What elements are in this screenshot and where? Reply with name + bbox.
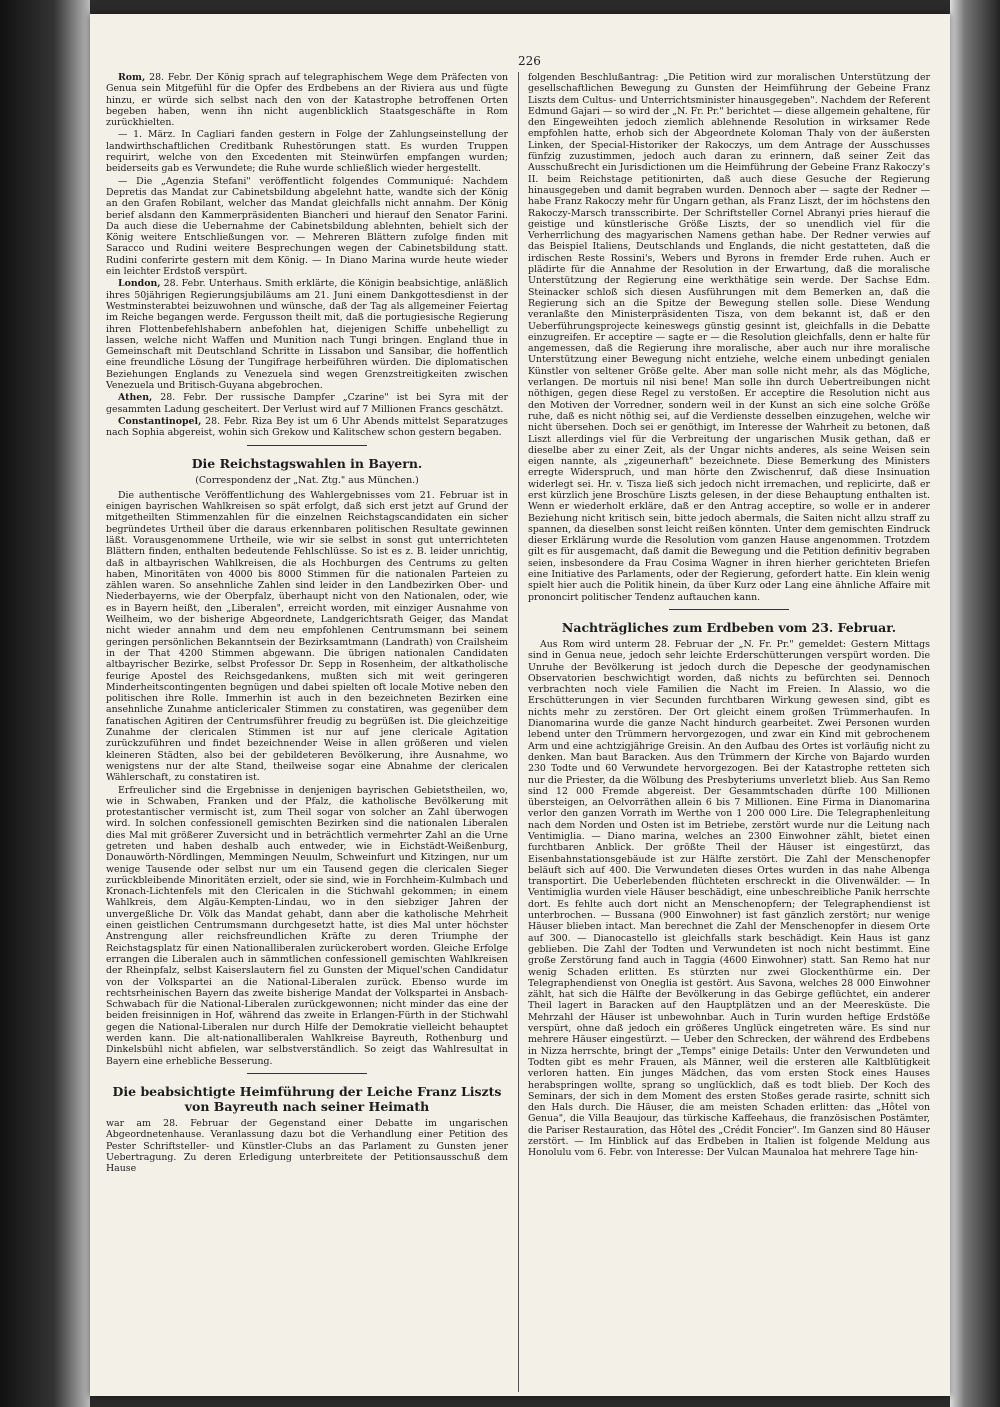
article-paragraph: Erfreulicher sind die Ergebnisse in denjenigen bayrischen Gebietstheilen, wo, wie in Schwaben, Franken und der Pfalz, die katholische Bevölkerung mit protestantischer vermischt ist, zum Theil sogar von solcher an Zahl überwogen wird. In solchen confessionell gemischten Bezirken sind die nationalen Liberalen dies Mal mit größerer Zuversicht und in beträchtlich vermehrter Zahl an die Urne getreten und haben deshalb auch entweder, wie in Eichstädt-Weißenburg, Donauwörth-Nördlingen, Memmingen Neuulm, Schweinfurt und Kitzingen, nur um wenige Tausende oder selbst nur um ein Tausend gegen die clericalen Sieger zurückbleibende Minoritäten erzielt, oder sie sind, wie in Forchheim-Kulmbach und Kronach-Lichtenfels mit den Clericalen in die Stichwahl gekommen; in einem Wahlkreis, dem Algäu-Kempten-Lindau, wo in den siebziger Jahren der unvergeßliche Dr. Völk das Mandat gehabt, dann aber die katholische Mehrheit einen geistlichen Centrumsmann durchgesetzt hatte, ist dies Mal unter höchster Anstrengung aller reichsfreundlichen Kräfte zu deren Triumphe der Reichstagsplatz für einen Nationalliberalen zurückerobert worden. Gleiche Erfolge errangen die Liberalen auch in sämmtlichen confessionell gemischten Wahlkreisen der Rheinpfalz, selbst Kaiserslautern fiel zu Gunsten der Miquel'schen Candidatur von der Volkspartei an die National-Liberalen zurück. Ebenso wurde im rechtsrheinischen Bayern das zweite bisherige Mandat der Volkspartei in Ansbach-Schwabach für die National-Liberalen zurückgewonnen; nicht minder das eine der beiden freisinnigen in Hof, während das zweite in Erlangen-Fürth in der Stichwahl gegen die National-Liberalen nur durch Hilfe der Demokratie vielleicht behauptet werden kann. Die alt-nationalliberalen Wahlkreise Bayreuth, Rothenburg und Dinkelsbühl nicht abfielen, war selbstverständlich. So zeigt das Wahlresultat in Bayern eine erhebliche Besserung. bbox=[106, 784, 508, 1067]
news-item: — Die „Agenzia Stefani" veröffentlicht folgendes Communiqué: Nachdem Depretis das Mandat zur Cabinetsbildung abgelehnt hatte, wandte sich der König an den Grafen Robilant, welcher das Mandat gleichfalls nicht annahm. Der König berief alsdann den Kammerpräsidenten Biancheri und hierauf den Senator Farini. Da auch diese die Uebernahme der Cabinetsbildung ablehnten, behielt sich der König weitere Entschließungen vor. — Mehreren Blättern zufolge finden mit Saracco und Rudini weitere Besprechungen wegen der Cabinetsbildung statt. Rudini conferirte gestern mit dem König. — In Diano Marina wurde heute wieder ein leichter Erdstoß verspürt. bbox=[106, 175, 508, 278]
news-item: Rom, 28. Febr. Der König sprach auf telegraphischem Wege dem Präfecten von Genua sein Mitgefühl für die Opfer des Erdbebens an der Riviera aus und fügte hinzu, er würde sich selbst nach den von der Katastrophe betroffenen Orten begeben haben, wenn ihn nicht augenblicklich Staatsgeschäfte in Rom zurückhielten. bbox=[106, 72, 508, 129]
article-subtitle: (Correspondenz der „Nat. Ztg." aus München.) bbox=[195, 474, 419, 486]
news-item: — 1. März. In Cagliari fanden gestern in Folge der Zahlungseinstellung der landwirthschaftlichen Creditbank Ruhestörungen statt. Es wurden Truppen requirirt, welche von den Excedenten mit Steinwürfen empfangen wurden; beiderseits gab es Verwundete; die Ruhe wurde schließlich wieder hergestellt. bbox=[106, 129, 508, 175]
scan-right-edge bbox=[950, 0, 1000, 1407]
column-divider bbox=[518, 72, 519, 1392]
left-column bbox=[106, 72, 508, 1175]
article-title: Nachträgliches zum Erdbeben vom 23. Februar. bbox=[561, 619, 897, 635]
article-title: Die beabsichtigte Heimführung der Leiche Franz Liszts von Bayreuth nach seiner Heimath bbox=[112, 1083, 502, 1114]
article-paragraph: folgenden Beschlußantrag: „Die Petition wird zur moralischen Unterstützung der gesellschaftlichen Bewegung zu Gunsten der Heimführung der Gebeine Franz Liszts dem Cultus- und Unterrichtsminister hinausgegeben". Nachdem der Referent Edmund Gajari — so wird der „N. Fr. Pr." berichtet — diese allgemein gehaltene, für den Eingeweihten jedoch ziemlich ablehnende Resolution in wirksamer Rede empfohlen hatte, erhob sich der Abgeordnete Koloman Thaly von der äußersten Linken, der Special-Historiker der Rakoczys, um dem Antrage der Ausschusses fünfzig zuzustimmen, jedoch auch daran zu erinnern, daß seiner Zeit das Ausschußrecht ein Jurisdictionen um die Heimführung der Gebeine Franz Rakoczy's II. beim Reichstage petitionirten, daß auch diese Gesuche der Regierung hinausgegeben und damit begraben wurden. Dennoch aber — sagte der Redner — habe Franz Rakoczy mehr für Ungarn gethan, als Franz Liszt, der im höchstens den Rakoczy-Marsch transscribirte. Der Schriftsteller Cornel Abranyi pries hierauf die geistige und künstlerische Größe Liszts, der so unendlich viel für die Verherrlichung des magyarischen Namens gethan habe. Der Redner verwies auf das Beispiel Italiens, Deutschlands und Englands, die nicht gestatteten, daß die irdischen Reste Rossini's, Webers und Byrons in fremder Erde ruhen. Auch er plädirte für die Annahme der Resolution in der Erwartung, daß die moralische Unterstützung der Regierung eine werkthätige sein werde. Der Sachse Edm. Steinacker schloß sich diesen Ausführungen mit dem Bemerken an, daß die Regierung sich an die Spitze der Bewegung stellen solle. Diese Wendung veranlaßte den Ministerpräsidenten Tisza, von dem bekannt ist, daß er den Ueberführungsprojecte keineswegs günstig gesinnt ist, gleichfalls in die Debatte einzugreifen. Er acceptire — sagte er — die Resolution gleichfalls, denn er halte für angemessen, daß die Regierung ihre moralische, aber auch nur ihre moralische Unterstützung einer Bewegung nicht entziehe, welche einem unbedingt genialen Künstler von seltener Größe gelte. Aber man solle nicht mehr, als das Mögliche, verlangen. De mortuis nil nisi bene! Man solle ihn durch Uebertreibungen nicht nöthigen, gegen diese Regel zu verstoßen. Er acceptire die Resolution nicht aus den Motiven der Vorredner, sondern weil in der Kunst an sich eine solche Größe ruhe, daß es nicht nöthig sei, auf die Verdienste desselben einzugehen, welche wir nicht übersehen. Doch sei er genöthigt, im Interesse der Wahrheit zu betonen, daß Liszt allerdings viel für die Verbreitung der ungarischen Musik gethan, daß er dieselbe aber zu einer Zeit, als der Ungar nichts anderes, als seine Weisen sein eigen nannte, als „zigeunerhaft" bezeichnete. Diese Bemerkung des Ministers erregte Widerspruch, und man hörte den Zwischenruf, daß diese Insinuation widerlegt sei. Hr. v. Tisza ließ sich jedoch nicht irremachen, und replicirte, daß er erst kürzlich jene Broschüre Liszts gelesen, in der diese Behauptung enthalten ist. Wenn er wiederholt erkläre, daß er den Antrag acceptire, so wolle er in anderer Beziehung nicht kritisch sein, bitte jedoch abermals, die Saiten nicht allzu straff zu spannen, da dieselben sonst leicht reißen könnten. Unter dem gemischten Eindruck dieser Erklärung wurde die Resolution vom ganzen Hause angenommen. Trotzdem gilt es für ausgemacht, daß damit die Bewegung und die Petition definitiv begraben seien, insbesondere da Frau Cosima Wagner in ihren hierher gerichteten Briefen eine Initiative des Parlaments, oder der Regierung, gefordert hatte. Ein klein wenig spielt hier auch die Politik hinein, da über Kurz oder Lang eine ähnliche Affaire mit prononcirt politischer Tendenz auftauchen kann. bbox=[528, 72, 930, 603]
article-paragraph: Die authentische Veröffentlichung des Wahlergebnisses vom 21. Februar ist in einigen bayrischen Wahlkreisen so spät erfolgt, daß sich erst jetzt auf Grund der mitgetheilten Stimmenzahlen für die einzelnen Reichstagscandidaten ein sicher begründetes Urtheil über die daraus erkennbaren politischen Resultate gewinnen läßt. Vorausgenommene Urtheile, wie wir sie selbst in sonst gut unterrichteten Blättern finden, enthalten bedeutende Fehlschlüsse. So ist es z. B. leider unrichtig, daß in altbayrischen Wahlkreisen, die als Hochburgen des Centrums zu gelten haben, Minoritäten von 4000 bis 8000 Stimmen für die nationalen Parteien zu zählen waren. So ansehnliche Zahlen sind leider in den Landbezirken Ober- und Niederbayerns, wie der Oberpfalz, überhaupt nicht von den Nationalen, oder, wie es in Bayern heißt, den „Liberalen", erreicht worden, mit einziger Ausnahme von Weilheim, wo der bisherige Abgeordnete, Landgerichtsrath Geiger, das Mandat nicht wieder annahm und dem neu empfohlenen Centrumsmann bei seinem geringen persönlichen Bekanntsein der Bezirksamtmann (Landrath) von Crailsheim in der That 4200 Stimmen abgewann. Die übrigen nationalen Candidaten altbayrischer Bezirke, selbst Professor Dr. Sepp in Rosenheim, der altkatholische feurige Apostel des Reichsgedankens, mußten sich mit weit geringeren Minderheitscontingenten begnügen und dabei spielten oft locale Motive neben den politischen ihre Rolle. Immerhin ist auch in den bezeichneten Bezirken eine ansehnliche Zunahme anticlericaler Stimmen zu constatiren, was gegenüber dem fanatischen Agitiren der Centrumsführer freudig zu begrüßen ist. Die gleichzeitige Zunahme der clericalen Stimmen ist nur auf jene clericale Agitation zurückzuführen und findet bezeichnender Weise in allen größeren und vielen kleineren Städten, also bei der gebildeteren Bevölkerung, ihre Ausnahme, wo wenigstens nur der alte Stand, theilweise sogar eine Abnahme der clericalen Wählerschaft, zu constatiren ist. bbox=[106, 489, 508, 784]
news-item: Constantinopel, 28. Febr. Riza Bey ist um 6 Uhr Abends mittelst Separatzuges nach Sophia abgereist, wohin sich Grekow und Kalitschew schon gestern begaben. bbox=[106, 415, 508, 439]
article-paragraph: Aus Rom wird unterm 28. Februar der „N. Fr. Pr." gemeldet: Gestern Mittags sind in Genua neue, jedoch sehr leichte Erderschütterungen verspürt worden. Die Unruhe der Bevölkerung ist jedoch durch die Depesche der geodynamischen Observatorien beschwichtigt worden, daß nichts zu befürchten sei. Dennoch verbrachten noch viele Familien die Nacht im Freien. In Alassio, wo die Erschütterungen in vier Secunden furchtbaren Wirkung gewesen sind, gibt es nichts mehr zu zerstören. Der Ort gleicht einem großen Trümmerhaufen. In Dianomarina wurde die ganze Nacht hindurch gearbeitet. Zwei Personen wurden lebend unter den Trümmern hervorgezogen, und zwar ein Kind mit gebrochenem Arm und eine achtzigjährige Greisin. An den Aufbau des Ortes ist vorläufig nicht zu denken. Man baut Baracken. Aus den Trümmern der Kirche von Bajardo wurden 230 Todte und 60 Verwundete hervorgezogen. Bei der Katastrophe retteten sich nur die Priester, da die Wölbung des Presbyteriums unverletzt blieb. Aus San Remo sind 12 000 Fremde abgereist. Der Gesammtschaden dürfte 100 Millionen übersteigen, an Oelvorräthen allein 6 bis 7 Millionen. Eine Firma in Dianomarina verlor den ganzen Vorrath im Werthe von 1 200 000 Lire. Die Telegraphenleitung nach dem Norden und Osten ist im Betriebe, zerstört wurde nur die Leitung nach Ventimiglia. — Diano marina, welches an 2300 Einwohner zählt, bietet einen furchtbaren Anblick. Der größte Theil der Häuser ist eingestürzt, das Eisenbahnstationsgebäude ist zur Hälfte zerstört. Die Zahl der Menschenopfer beläuft sich auf 400. Die Verwundeten dieses Ortes wurden in das nahe Albenga transportirt. Die Ueberlebenden flüchteten erschreckt in die Olivenwälder. — In Ventimiglia wurden viele Häuser beschädigt, eine unbeschreibliche Panik herrschte dort. Es fehlte auch dort nicht an Menschenopfern; der Telegraphendienst ist unterbrochen. — Bussana (900 Einwohner) ist fast gänzlich zerstört; nur wenige Häuser blieben intact. Man berechnet die Zahl der Menschenopfer in diesem Orte auf 300. — Dianocastello ist gleichfalls stark beschädigt. Kein Haus ist ganz geblieben. Die Zahl der Todten und Verwundeten ist noch nicht bestimmt. Eine große Zerstörung fand auch in Taggia (4600 Einwohner) statt. San Remo hat nur wenig Schaden erlitten. Es stürzten nur zwei Glockenthürme ein. Der Telegraphendienst von Oneglia ist gestört. Aus Savona, welches 28 000 Einwohner zählt, hat sich die Hälfte der Bevölkerung in das Gebirge geflüchtet, ein anderer Theil lagert in Baracken auf den Hauptplätzen und an der Meeresküste. Die Mehrzahl der Häuser ist unbewohnbar. Auch in Turin wurden heftige Erdstöße verspürt, ohne daß jedoch ein größeres Unglück eingetreten wäre. Es sind nur mehrere Häuser eingestürzt. — Ueber den Schrecken, der während des Erdbebens in Nizza herrschte, bringt der „Temps" einige Details: Unter den Verwundeten und Todten gibt es mehr Frauen, als Männer, weil die ersteren alle Kaltblütigkeit verloren hatten. Ein junges Mädchen, das vom ersten Stock eines Hauses herabspringen wollte, sprang so unglücklich, daß es todt blieb. Der Koch des Seminars, der sich in dem Moment des ersten Stoßes gerade rasirte, schnitt sich den Hals durch. Die Häuser, die am meisten Schaden erlitten: das „Hôtel von Genua", die Villa Beaujour, das türkische Kaffeehaus, die französischen Postämter, die Pariser Restauration, das Hôtel des „Crédit Foncier". Im Ganzen sind 80 Häuser zerstört. — Im Hinblick auf das Erdbeben in Italien ist folgende Meldung aus Honolulu vom 6. Febr. von Interesse: Der Vulcan Maunaloa hat mehrere Tage hin- bbox=[528, 638, 930, 1159]
article-paragraph: war am 28. Februar der Gegenstand einer Debatte im ungarischen Abgeordnetenhause. Veranlassung dazu bot die Verhandlung einer Petition des Pester Schriftsteller- und Künstler-Clubs an das Parlament zu Gunsten jener Uebertragung. Zu deren Erledigung unterbreitete der Petitionsausschuß dem Hause bbox=[106, 1117, 508, 1175]
section-rule bbox=[247, 1073, 367, 1074]
newspaper-page bbox=[90, 14, 950, 1396]
article-title: Die Reichstagswahlen in Bayern. bbox=[191, 455, 423, 471]
section-rule bbox=[247, 445, 367, 446]
scan-left-edge bbox=[0, 0, 90, 1407]
section-rule bbox=[669, 609, 789, 610]
right-column bbox=[528, 72, 930, 1160]
news-item: Athen, 28. Febr. Der russische Dampfer „Czarine" ist bei Syra mit der gesammten Ladung gescheitert. Der Verlust wird auf 7 Millionen Francs geschätzt. bbox=[106, 392, 508, 415]
page-number: 226 bbox=[518, 54, 541, 68]
news-item: London, 28. Febr. Unterhaus. Smith erklärte, die Königin beabsichtige, anläßlich ihres 50jährigen Regierungsjubiläums am 21. Juni einem Dankgottesdienst in der Westminsterabtei beizuwohnen und wünsche, daß der Tag als allgemeiner Feiertag im Reiche begangen werde. Fergusson theilt mit, daß die portugiesische Regierung ihren Flottenbefehlshabern anbefohlen hat, diejenigen Schiffe unbehelligt zu lassen, welche nicht Waffen und Munition nach Tungi bringen. England thue in Gemeinschaft mit Deutschland Schritte in Lissabon und Sansibar, die hoffentlich eine freundliche Lösung der Tungifrage herbeiführen würden. Die diplomatischen Beziehungen Englands zu Venezuela sind wegen Grenzstreitigkeiten zwischen Venezuela und Britisch-Guyana abgebrochen. bbox=[106, 278, 509, 392]
